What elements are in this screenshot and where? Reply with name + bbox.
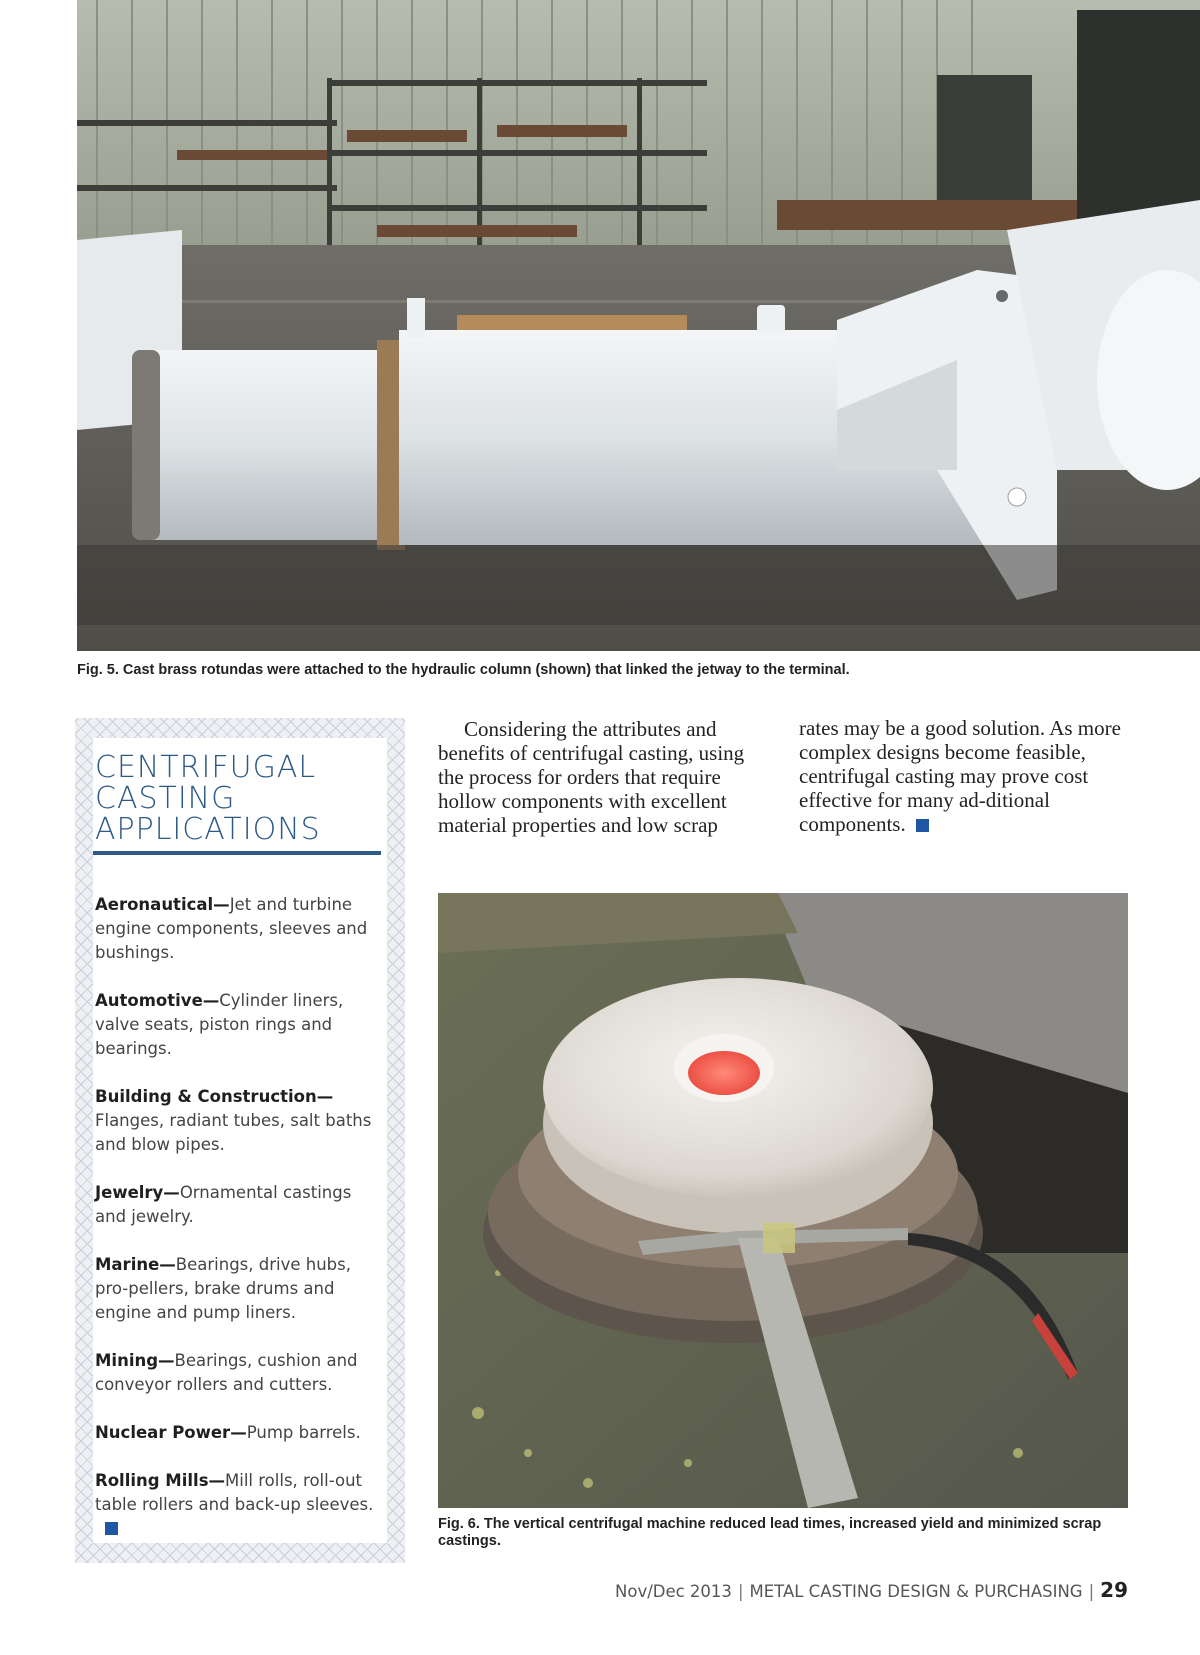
applications-list [93, 893, 387, 1541]
hydraulic-column-photo [77, 0, 1200, 651]
application-description: Ornamental castings and jewelry. [95, 1183, 352, 1226]
application-term: Mining— [95, 1351, 175, 1370]
application-term: Building & Construction— [95, 1087, 334, 1106]
application-item [93, 1421, 387, 1445]
application-term: Automotive— [95, 991, 220, 1010]
application-item [93, 1349, 387, 1397]
sidebar-title-line-3: APPLICATIONS [95, 812, 321, 847]
application-description: Jet and turbine engine components, sleeves and bushings. [95, 895, 368, 962]
application-item [93, 1085, 387, 1157]
figure-5-photo [77, 0, 1200, 651]
centrifugal-machine-photo [438, 893, 1128, 1508]
title-divider [93, 851, 381, 855]
sidebar-title [93, 752, 381, 845]
application-description: Bearings, cushion and conveyor rollers and cutters. [95, 1351, 358, 1394]
end-of-article-square-icon [105, 1522, 118, 1535]
application-item [93, 1253, 387, 1325]
application-item [93, 1181, 387, 1229]
application-item [93, 989, 387, 1061]
publication-name: METAL CASTING DESIGN & PURCHASING [749, 1582, 1083, 1601]
application-term: Aeronautical— [95, 895, 230, 914]
application-description: Cylinder liners, valve seats, piston rings and bearings. [95, 991, 344, 1058]
figure-5-caption: Fig. 5. Cast brass rotundas were attached to the hydraulic column (shown) that linked the jetway to the terminal. [77, 662, 850, 678]
sidebar-title-line-1: CENTRIFUGAL [95, 750, 317, 785]
application-term: Nuclear Power— [95, 1423, 247, 1442]
figure-6-caption: Fig. 6. The vertical centrifugal machine reduced lead times, increased yield and minimized scrap castings. [438, 1516, 1102, 1549]
sidebar-content [93, 738, 387, 1543]
page-footer [615, 1578, 1128, 1602]
application-item [93, 893, 387, 965]
end-of-article-square-icon [916, 819, 929, 832]
application-description: Flanges, radiant tubes, salt baths and blow pipes. [95, 1111, 372, 1154]
applications-sidebar [75, 718, 405, 1563]
figure-6-photo [438, 893, 1128, 1508]
footer-separator: | [1088, 1582, 1095, 1601]
body-column-1 [438, 717, 763, 837]
application-term: Jewelry— [95, 1183, 180, 1202]
application-term: Rolling Mills— [95, 1471, 226, 1490]
sidebar-title-line-2: CASTING [95, 781, 236, 816]
body-paragraph-2 [799, 716, 1129, 836]
body-paragraph-1: Considering the attributes and benefits of centrifugal casting, using the process for orders that require hollow components with excellent material properties and low scrap [438, 717, 745, 837]
application-description: Pump barrels. [246, 1423, 361, 1442]
page-number: 29 [1100, 1578, 1128, 1602]
application-description: Bearings, drive hubs, pro-pellers, brake drums and engine and pump liners. [95, 1255, 351, 1322]
application-term: Marine— [95, 1255, 176, 1274]
body-paragraph-2-text: rates may be a good solution. As more complex designs become feasible, centrifugal casting may prove cost effective for many ad-ditional components. [799, 716, 1121, 836]
footer-separator: | [737, 1582, 744, 1601]
application-description: Mill rolls, roll-out table rollers and back-up sleeves. [95, 1471, 374, 1514]
issue-date: Nov/Dec 2013 [615, 1582, 732, 1601]
application-item [93, 1469, 387, 1541]
body-column-2 [799, 716, 1129, 836]
